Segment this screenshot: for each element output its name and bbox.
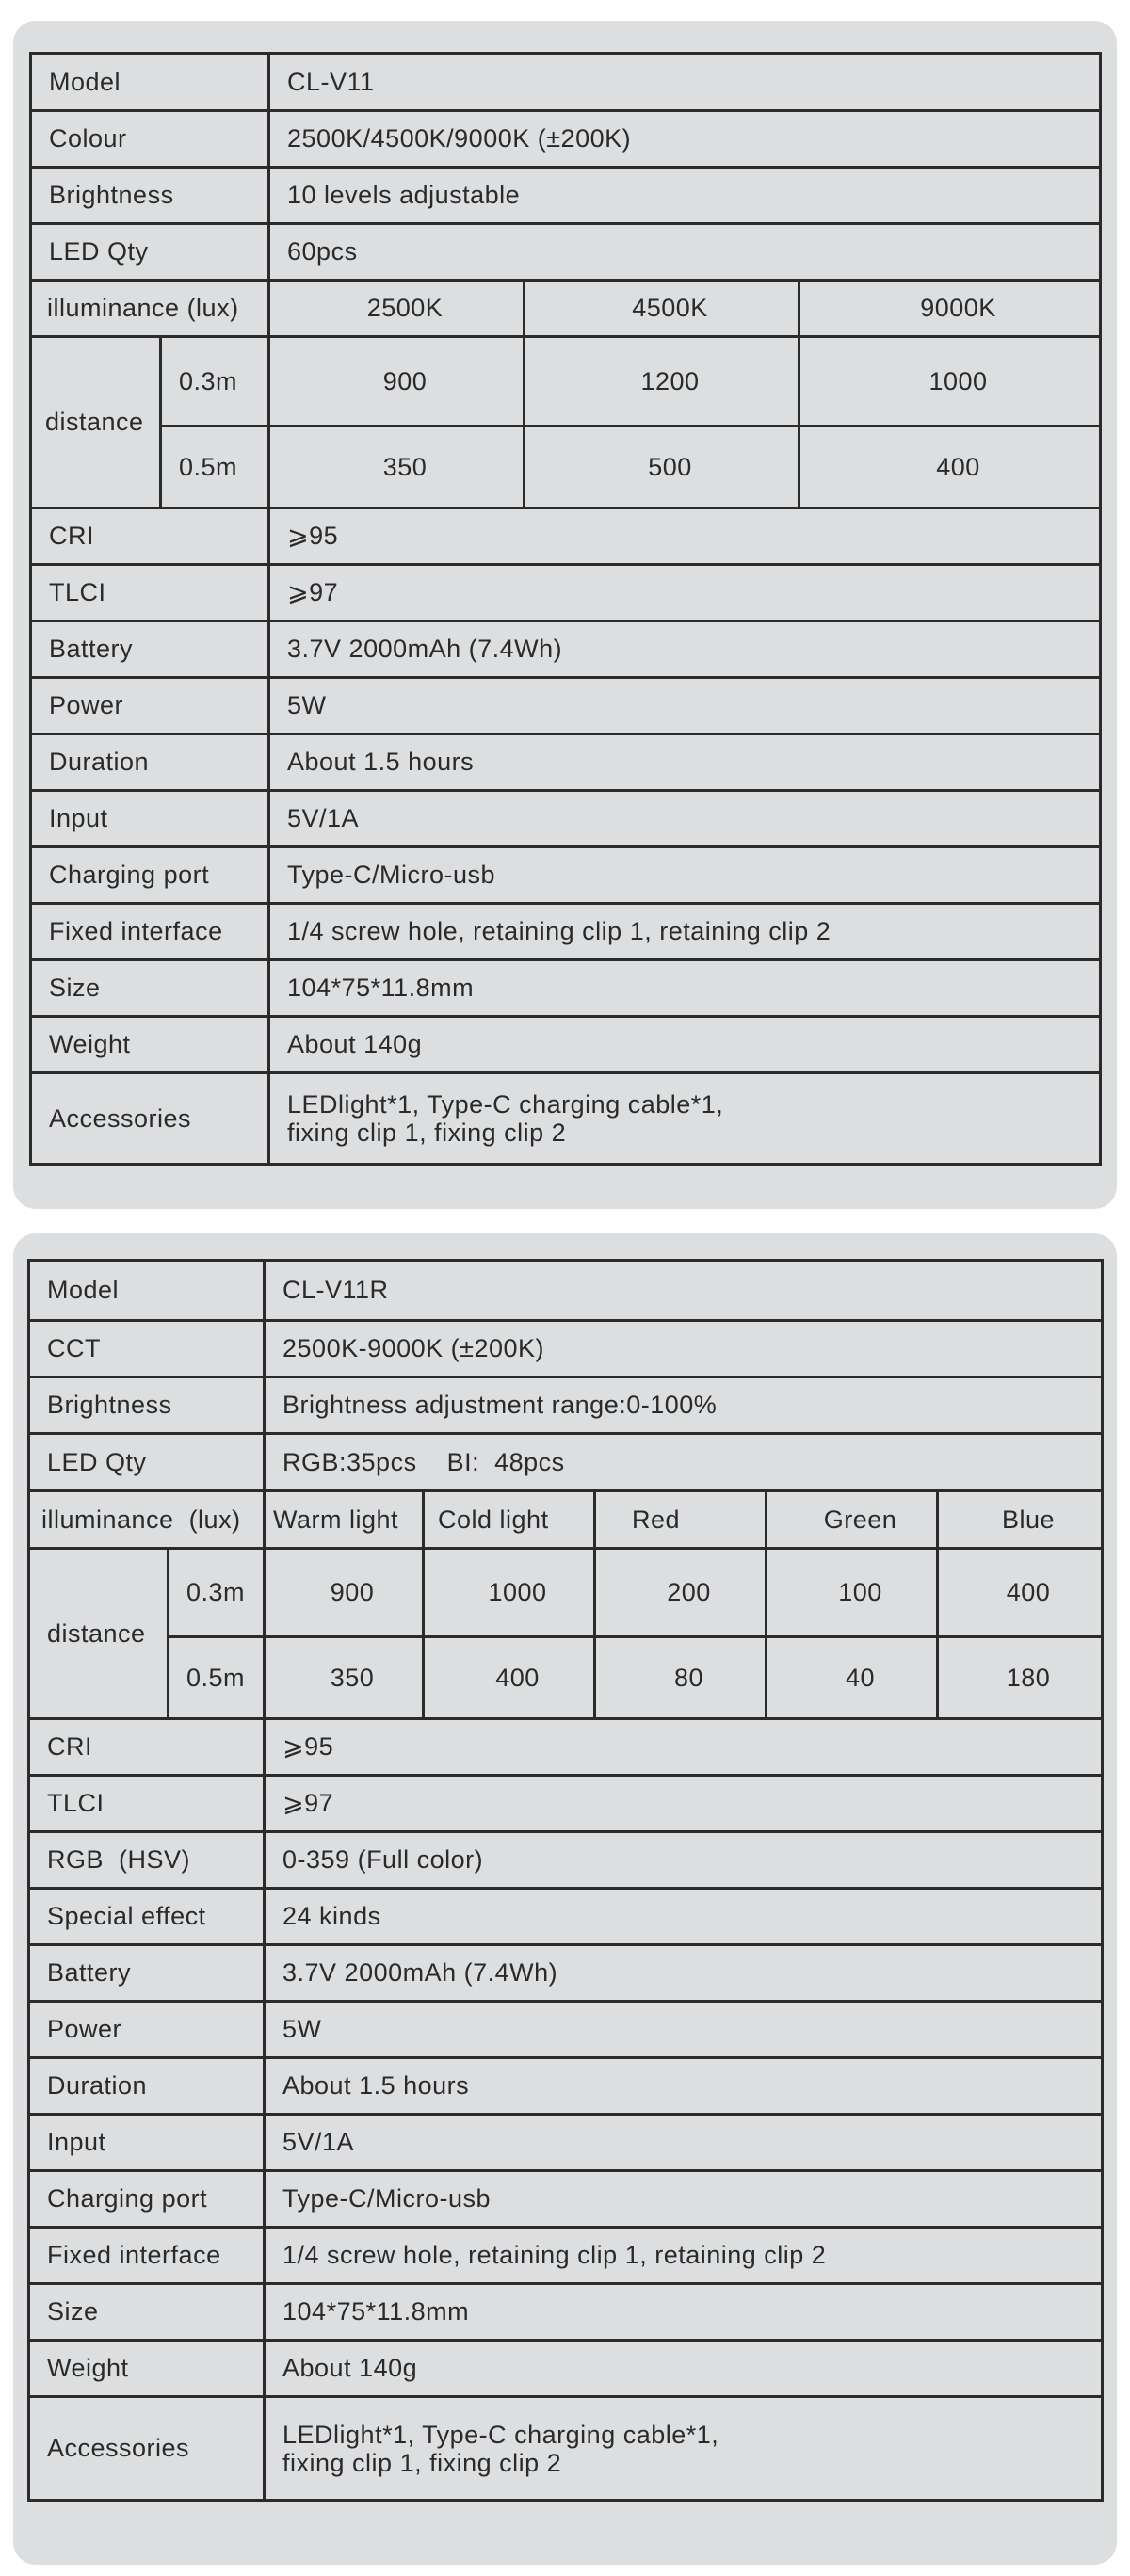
spec-label: Duration: [31, 734, 269, 791]
spec-row: [29, 2228, 1103, 2284]
spec-label: CCT: [29, 1321, 265, 1377]
illuminance-label: illuminance (lux): [29, 1491, 265, 1549]
spec-value: About 1.5 hours: [269, 734, 1101, 791]
spec-row: [31, 1017, 1101, 1073]
spec-value: 2500K-9000K (±200K): [265, 1321, 1103, 1377]
spec-label: Battery: [29, 1945, 265, 2002]
illuminance-cell: 900: [269, 337, 525, 427]
spec-label: Accessories: [29, 2397, 265, 2501]
spec-label: TLCI: [29, 1776, 265, 1832]
illuminance-col-header: 2500K: [269, 281, 525, 337]
distance-value: 0.5m: [169, 1637, 265, 1719]
distance-label: distance: [29, 1549, 169, 1719]
illuminance-cell: 900: [265, 1549, 424, 1637]
spec-value: 3.7V 2000mAh (7.4Wh): [269, 621, 1101, 678]
spec-value: 104*75*11.8mm: [269, 960, 1101, 1017]
distance-row: [29, 1549, 1103, 1637]
illuminance-col-header: 4500K: [525, 281, 799, 337]
spec-value: 5W: [269, 678, 1101, 734]
spec-row: [31, 847, 1101, 904]
spec-row: [29, 2058, 1103, 2115]
spec-panel-cl-v11r: [13, 1233, 1117, 2565]
spec-label: Charging port: [29, 2171, 265, 2228]
spec-row-brightness: [29, 1377, 1103, 1434]
illuminance-cell: 40: [767, 1637, 938, 1719]
spec-row: [31, 734, 1101, 791]
spec-row: [29, 2284, 1103, 2341]
spec-table-cl-v11: [29, 52, 1102, 1166]
spec-value: 3.7V 2000mAh (7.4Wh): [265, 1945, 1103, 2002]
illuminance-col-header: Blue: [938, 1491, 1103, 1549]
spec-value: 1/4 screw hole, retaining clip 1, retaining clip 2: [265, 2228, 1103, 2284]
spec-label: Power: [31, 678, 269, 734]
spec-label: Duration: [29, 2058, 265, 2115]
distance-row: [31, 337, 1101, 427]
spec-row: [31, 678, 1101, 734]
illuminance-cell: 1000: [424, 1549, 595, 1637]
spec-value: 5V/1A: [265, 2115, 1103, 2171]
spec-value: About 140g: [269, 1017, 1101, 1073]
spec-value: ⩾97: [269, 565, 1101, 621]
spec-label: Power: [29, 2002, 265, 2058]
spec-value: CL-V11R: [265, 1261, 1103, 1321]
illuminance-cell: 100: [767, 1549, 938, 1637]
spec-value: 24 kinds: [265, 1889, 1103, 1945]
illuminance-cell: 350: [269, 427, 525, 508]
illuminance-col-header: Red: [595, 1491, 767, 1549]
spec-table-cl-v11r: [27, 1259, 1104, 2502]
distance-value: 0.3m: [161, 337, 269, 427]
illuminance-header-row: [31, 281, 1101, 337]
spec-value: ⩾95: [269, 508, 1101, 565]
spec-value: 5V/1A: [269, 791, 1101, 847]
spec-row: [29, 1776, 1103, 1832]
spec-row-model: [29, 1261, 1103, 1321]
spec-row-accessories: [31, 1073, 1101, 1165]
accessories-line: LEDlight*1, Type-C charging cable*1,: [282, 2420, 719, 2449]
spec-row-model: [31, 54, 1101, 111]
spec-row: [29, 2115, 1103, 2171]
spec-label: CRI: [31, 508, 269, 565]
illuminance-cell: 500: [525, 427, 799, 508]
spec-value: 104*75*11.8mm: [265, 2284, 1103, 2341]
spec-value: ⩾95: [265, 1719, 1103, 1776]
spec-value: CL-V11: [269, 54, 1101, 111]
spec-label: Input: [29, 2115, 265, 2171]
accessories-line: LEDlight*1, Type-C charging cable*1,: [287, 1090, 724, 1119]
illuminance-col-header: 9000K: [799, 281, 1101, 337]
spec-row: [29, 2171, 1103, 2228]
illuminance-cell: 350: [265, 1637, 424, 1719]
spec-value: About 1.5 hours: [265, 2058, 1103, 2115]
spec-value: 2500K/4500K/9000K (±200K): [269, 111, 1101, 168]
spec-label: Size: [31, 960, 269, 1017]
spec-value: [269, 1073, 1101, 1165]
spec-label: Fixed interface: [29, 2228, 265, 2284]
spec-row: [29, 2002, 1103, 2058]
spec-value: 10 levels adjustable: [269, 168, 1101, 224]
distance-row: [29, 1637, 1103, 1719]
illuminance-cell: 400: [424, 1637, 595, 1719]
spec-value: Type-C/Micro-usb: [269, 847, 1101, 904]
illuminance-cell: 1000: [799, 337, 1101, 427]
illuminance-col-header: Warm light: [265, 1491, 424, 1549]
spec-row: [31, 791, 1101, 847]
spec-value: 5W: [265, 2002, 1103, 2058]
spec-row: [31, 565, 1101, 621]
distance-value: 0.5m: [161, 427, 269, 508]
spec-row-led-qty: [31, 224, 1101, 281]
illuminance-header-row: [29, 1491, 1103, 1549]
spec-row: [31, 904, 1101, 960]
illuminance-cell: 400: [938, 1549, 1103, 1637]
spec-value: [265, 2397, 1103, 2501]
spec-label: Weight: [29, 2341, 265, 2397]
spec-label: Brightness: [31, 168, 269, 224]
spec-value: RGB:35pcs BI: 48pcs: [265, 1434, 1103, 1491]
spec-value: About 140g: [265, 2341, 1103, 2397]
spec-value: 1/4 screw hole, retaining clip 1, retaining clip 2: [269, 904, 1101, 960]
spec-value: Brightness adjustment range:0-100%: [265, 1377, 1103, 1434]
spec-label: Fixed interface: [31, 904, 269, 960]
spec-row: [29, 1719, 1103, 1776]
spec-row-accessories: [29, 2397, 1103, 2501]
illuminance-cell: 1200: [525, 337, 799, 427]
accessories-line: fixing clip 1, fixing clip 2: [282, 2448, 562, 2477]
spec-label: Input: [31, 791, 269, 847]
spec-label: TLCI: [31, 565, 269, 621]
illuminance-cell: 400: [799, 427, 1101, 508]
spec-label: Size: [29, 2284, 265, 2341]
spec-value: 0-359 (Full color): [265, 1832, 1103, 1889]
spec-label: Charging port: [31, 847, 269, 904]
spec-row-cct: [29, 1321, 1103, 1377]
illuminance-col-header: Green: [767, 1491, 938, 1549]
spec-row-led-qty: [29, 1434, 1103, 1491]
spec-row: [31, 960, 1101, 1017]
accessories-line: fixing clip 1, fixing clip 2: [287, 1119, 567, 1147]
spec-label: Accessories: [31, 1073, 269, 1165]
spec-row: [29, 2341, 1103, 2397]
spec-value: Type-C/Micro-usb: [265, 2171, 1103, 2228]
spec-label: Brightness: [29, 1377, 265, 1434]
spec-value: 60pcs: [269, 224, 1101, 281]
spec-label: Weight: [31, 1017, 269, 1073]
spec-row: [31, 508, 1101, 565]
spec-row-brightness: [31, 168, 1101, 224]
spec-label: Model: [29, 1261, 265, 1321]
illuminance-col-header: Cold light: [424, 1491, 595, 1549]
spec-label: LED Qty: [29, 1434, 265, 1491]
spec-label: LED Qty: [31, 224, 269, 281]
spec-row: [31, 621, 1101, 678]
illuminance-cell: 80: [595, 1637, 767, 1719]
illuminance-cell: 200: [595, 1549, 767, 1637]
spec-label: Special effect: [29, 1889, 265, 1945]
spec-row: [29, 1945, 1103, 2002]
illuminance-cell: 180: [938, 1637, 1103, 1719]
spec-label: Battery: [31, 621, 269, 678]
distance-label: distance: [31, 337, 161, 508]
spec-value: ⩾97: [265, 1776, 1103, 1832]
illuminance-label: illuminance (lux): [31, 281, 269, 337]
spec-row: [29, 1889, 1103, 1945]
spec-row: [29, 1832, 1103, 1889]
spec-label: CRI: [29, 1719, 265, 1776]
spec-label: RGB (HSV): [29, 1832, 265, 1889]
distance-row: [31, 427, 1101, 508]
spec-label: Colour: [31, 111, 269, 168]
spec-panel-cl-v11: [13, 21, 1117, 1209]
distance-value: 0.3m: [169, 1549, 265, 1637]
spec-label: Model: [31, 54, 269, 111]
spec-row-colour: [31, 111, 1101, 168]
